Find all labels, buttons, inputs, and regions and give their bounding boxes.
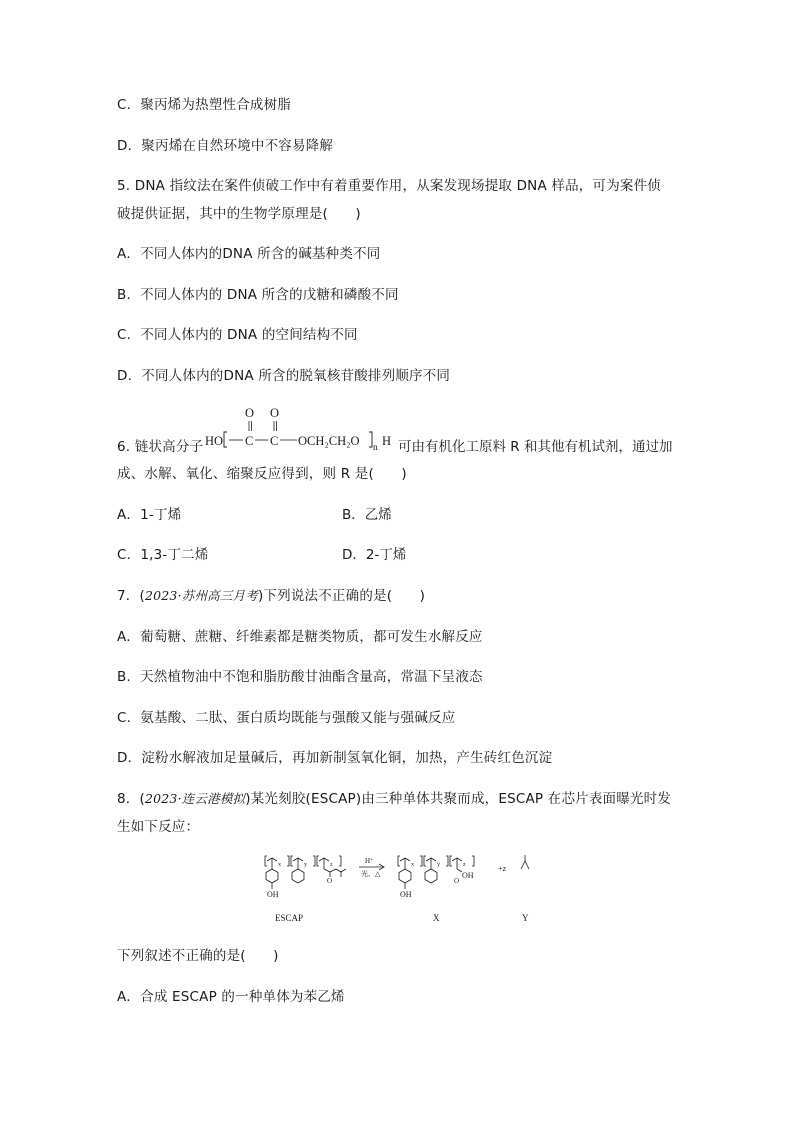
q7-option-a[interactable]: A．葡萄糖、蔗糖、纤维素都是糖类物质，都可发生水解反应 [117, 629, 483, 645]
q8-reaction-diagram [255, 853, 545, 933]
q6-option-a[interactable]: A．1-丁烯 [117, 507, 182, 523]
plus-z-label: +z [498, 864, 507, 873]
reactant-z-subscript: z [330, 862, 333, 868]
formula-c2: C [270, 434, 279, 448]
formula-n: n [373, 443, 378, 453]
formula-o1: O [245, 406, 255, 420]
reactant-oh-label: OH [267, 890, 279, 899]
q7-option-b[interactable]: B．天然植物油中不饱和脂肪酸甘油酯含量高，常温下呈液态 [117, 669, 483, 685]
q6-option-b[interactable]: B．乙烯 [342, 507, 392, 523]
reactant-y-subscript: y [304, 862, 307, 868]
reactant-name-label: ESCAP [275, 913, 304, 923]
product-x-subscript: x [411, 862, 414, 868]
acid-o-label: O [454, 877, 460, 885]
catalyst-label: H⁺ [365, 857, 374, 865]
product-y-name-label: Y [522, 913, 529, 923]
q8-stem-text: )某光刻胶(ESCAP)由三种单体共聚而成，ESCAP 在芯片表面曝光时发 [245, 791, 672, 807]
formula-h: H [382, 434, 392, 448]
formula-ho: HO [205, 434, 224, 448]
q6-stem-prefix: 6. 链状高分子 [117, 439, 204, 455]
q5-option-b[interactable]: B．不同人体内的 DNA 所含的戊糖和磷酸不同 [117, 287, 399, 303]
q8-number: 8．( [117, 791, 145, 807]
q5-option-a[interactable]: A．不同人体内的DNA 所含的碱基种类不同 [117, 246, 381, 262]
q5-option-c[interactable]: C．不同人体内的 DNA 的空间结构不同 [117, 327, 358, 343]
q6-stem-suffix: 可由有机化工原料 R 和其他有机试剂，通过加 [398, 439, 673, 455]
product-x-name-label: X [433, 913, 440, 923]
q4-option-c[interactable]: C．聚丙烯为热塑性合成树脂 [117, 97, 292, 113]
q6-option-d[interactable]: D．2-丁烯 [342, 547, 407, 563]
q5-option-d[interactable]: D．不同人体内的DNA 所含的脱氧核苷酸排列顺序不同 [117, 368, 451, 384]
q8-stem-line1 [117, 789, 671, 809]
q8-question: 下列叙述不正确的是( ) [117, 948, 279, 964]
q5-stem-line2: 破提供证据，其中的生物学原理是( ) [117, 206, 361, 222]
q4-option-d[interactable]: D．聚丙烯在自然环境中不容易降解 [117, 138, 334, 154]
condition-label: 光、△ [361, 870, 381, 878]
q5-stem-line1: 5. DNA 指纹法在案件侦破工作中有着重要作用，从案发现场提取 DNA 样品，可为案件侦 [117, 178, 662, 194]
q6-stem-line2: 成、水解、氧化、缩聚反应得到，则 R 是( ) [117, 466, 407, 482]
reactant-x-subscript: x [278, 862, 281, 868]
q7-option-c[interactable]: C．氨基酸、二肽、蛋白质均既能与强酸又能与强碱反应 [117, 710, 456, 726]
ester-o-label: O [327, 877, 333, 885]
formula-c1: C [245, 434, 254, 448]
product-oh-label: OH [400, 890, 412, 899]
q8-source: 2023·连云港模拟 [144, 791, 246, 806]
q7-option-d[interactable]: D．淀粉水解液加足量碱后，再加新制氢氧化铜，加热，产生砖红色沉淀 [117, 750, 553, 766]
q7-stem [117, 586, 425, 606]
q7-stem-text: )下列说法不正确的是( ) [257, 588, 426, 604]
acid-oh-label: OH [462, 871, 474, 880]
q7-source: 2023·苏州高三月考 [144, 588, 258, 603]
q8-stem-line2: 生如下反应： [117, 819, 200, 835]
q7-number: 7．( [117, 588, 145, 604]
product-y-subscript: y [437, 862, 440, 868]
formula-chain: OCH₂CH₂O [298, 434, 360, 448]
q6-polymer-formula [203, 402, 403, 462]
formula-o2: O [270, 406, 280, 420]
q6-option-c[interactable]: C．1,3-丁二烯 [117, 547, 209, 563]
product-z-subscript: z [463, 862, 466, 868]
q8-option-a[interactable]: A．合成 ESCAP 的一种单体为苯乙烯 [117, 989, 345, 1005]
